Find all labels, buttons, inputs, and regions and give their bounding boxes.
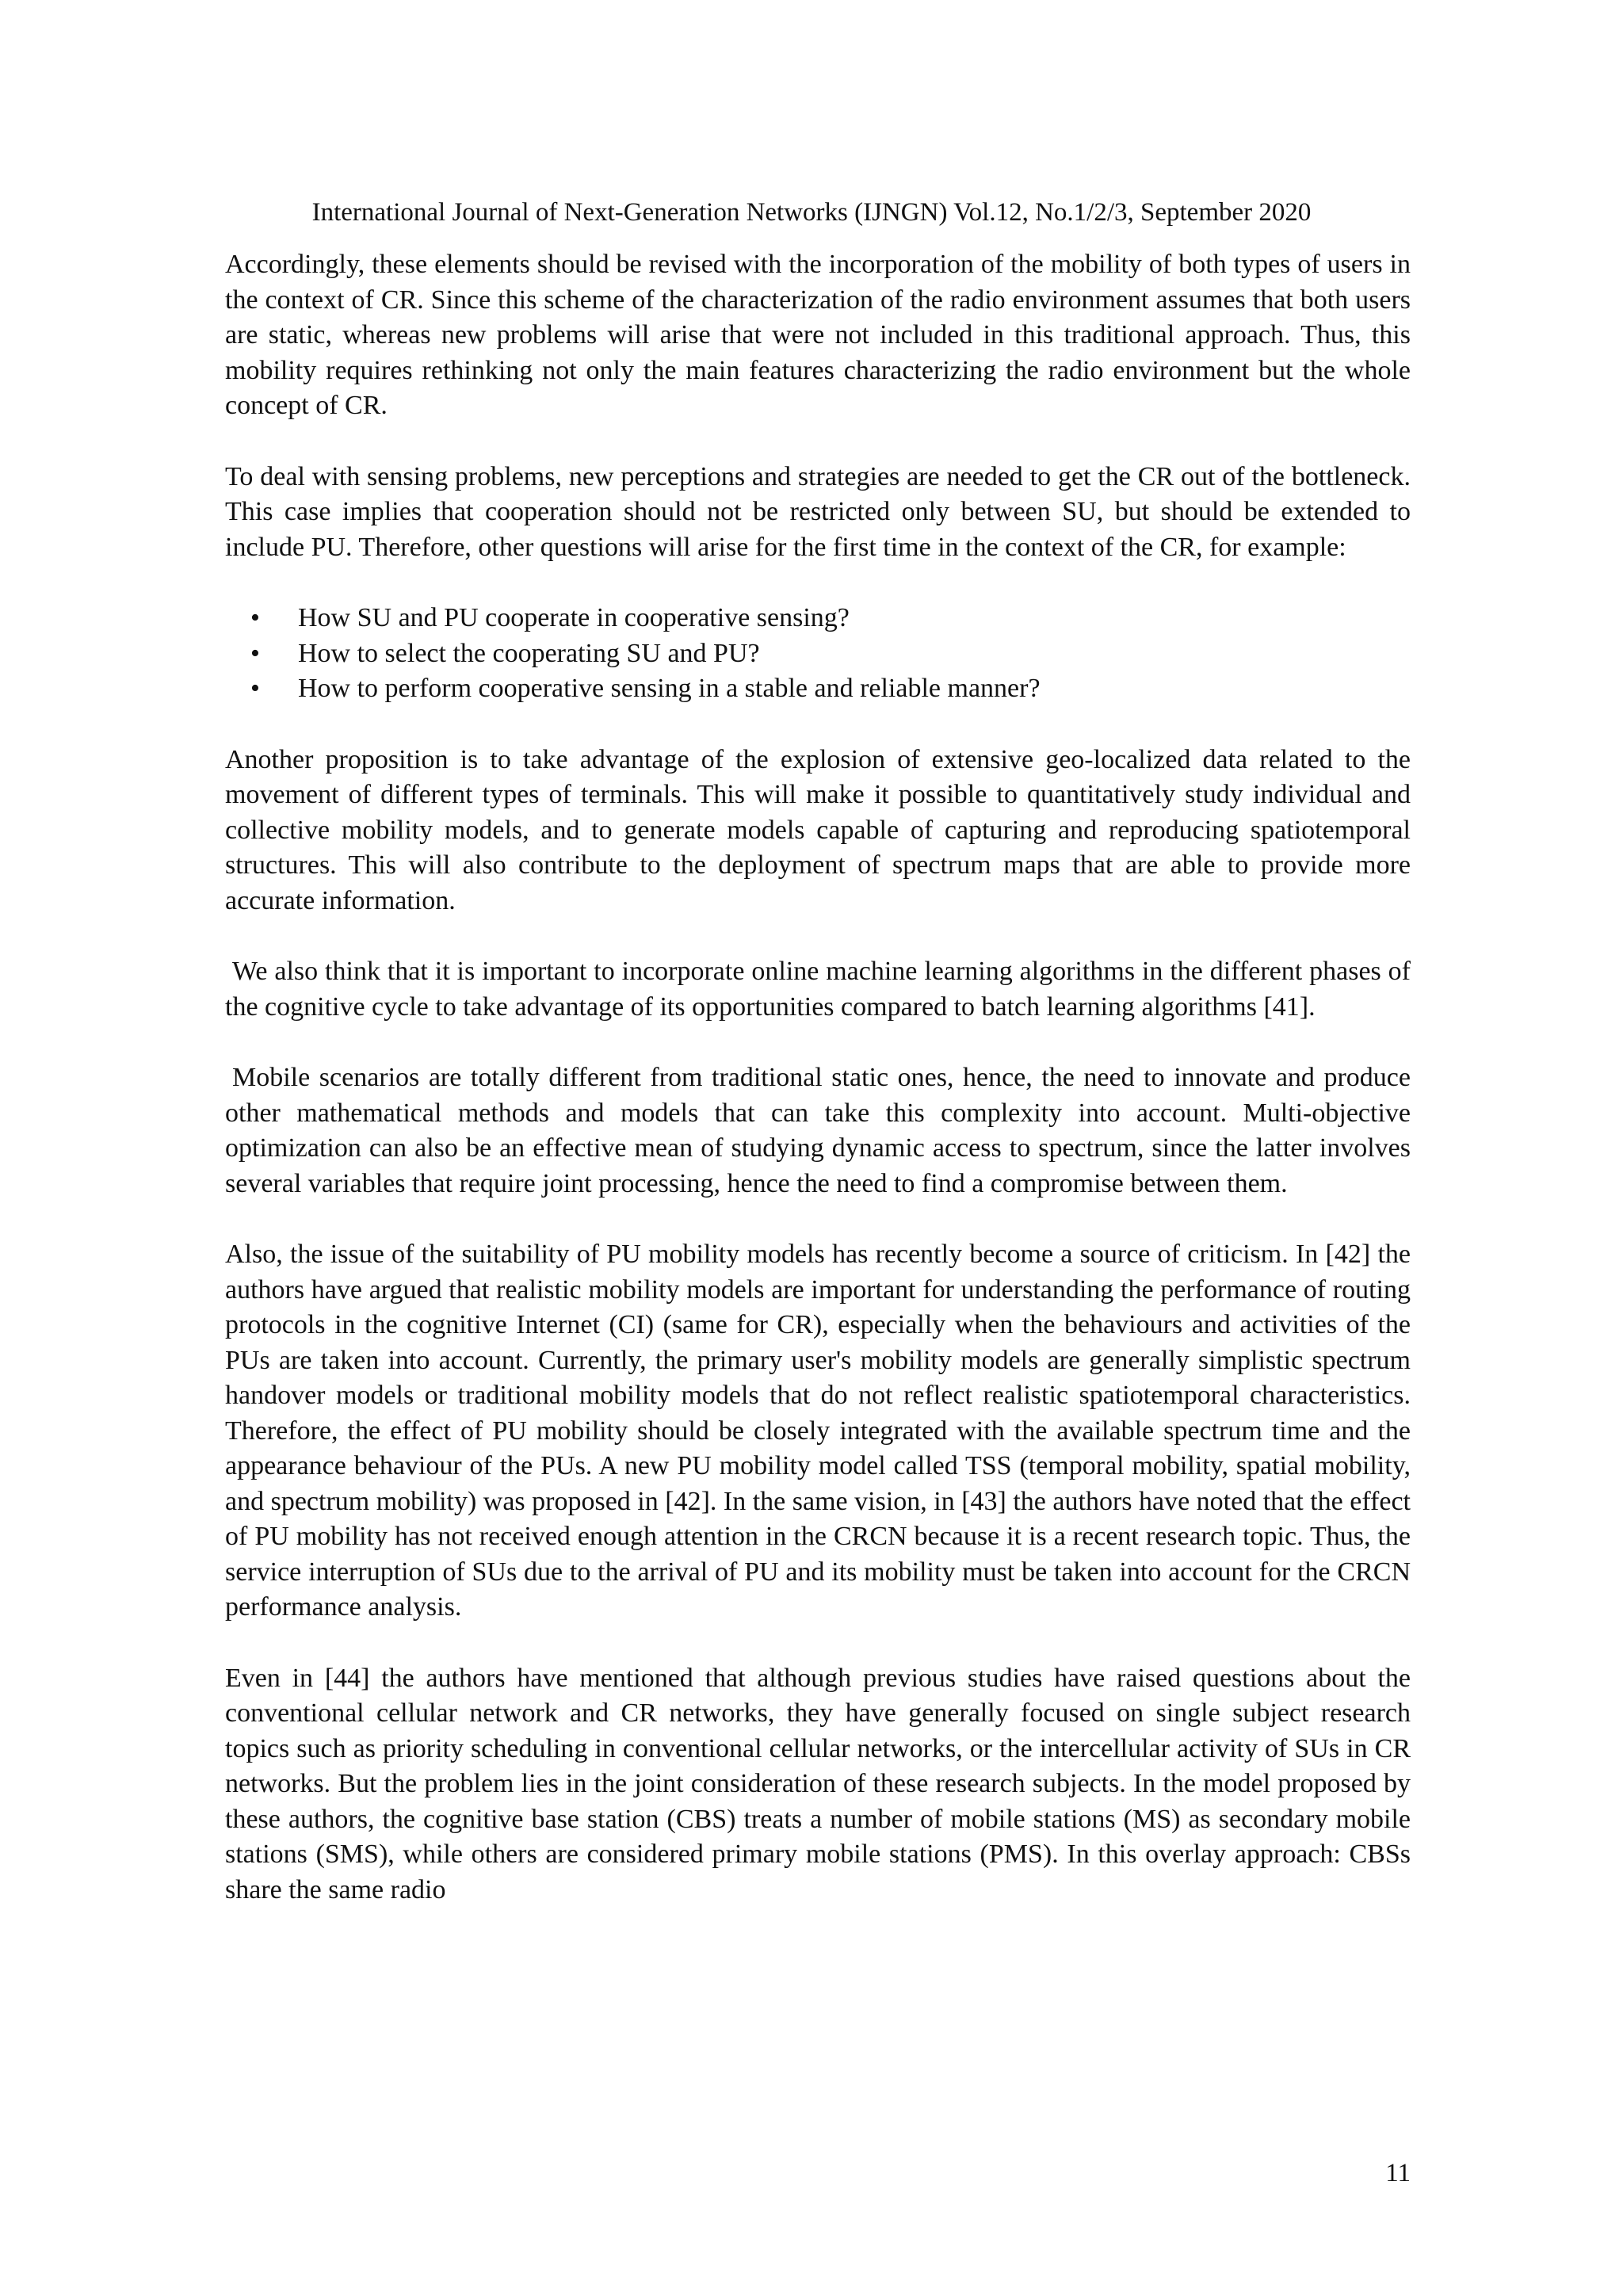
paragraph-7: Even in [44] the authors have mentioned that although previous studies have raised questions about the conventional cellular network and CR networks, they have generally focused on single subject research topics such as priority scheduling in conventional cellular networks, or the intercellular activity of SUs in CR networks. But the problem lies in the joint consideration of these research subjects. In the model proposed by these authors, the cognitive base station (CBS) treats a number of mobile stations (MS) as secondary mobile stations (SMS), while others are considered primary mobile stations (PMS). In this overlay approach: CBSs share the same radio xyxy=(225,1663,1411,1904)
paragraph-3: Another proposition is to take advantage of the explosion of extensive geo-localized data related to the movement of different types of terminals. This will make it possible to quantitatively study individual and collective mobility models, and to generate models capable of capturing and reproducing spatiotemporal structures. This will also contribute to the deployment of spectrum maps that are able to provide more accurate information. xyxy=(225,744,1411,915)
list-item xyxy=(225,636,1411,672)
running-header: International Journal of Next-Generation Networks (IJNGN) Vol.12, No.1/2/3, September 2020 xyxy=(311,198,1312,227)
bullet-icon: • xyxy=(250,638,260,668)
page-number: 11 xyxy=(1385,2159,1411,2187)
paragraph-6: Also, the issue of the suitability of PU mobility models has recently become a source of criticism. In [42] the authors have argued that realistic mobility models are important for understanding the performance of routing protocols in the cognitive Internet (CI) (same for CR), especially when the behaviours and activities of the PUs are taken into account. Currently, the primary user's mobility models are generally simplistic spectrum handover models or traditional mobility models that do not reflect realistic spatiotemporal characteristics. Therefore, the effect of PU mobility should be closely integrated with the available spectrum time and the appearance behaviour of the PUs. A new PU mobility model called TSS (temporal mobility, spatial mobility, and spectrum mobility) was proposed in [42]. In the same vision, in [43] the authors have noted that the effect of PU mobility has not received enough attention in the CRCN because it is a recent research topic. Thus, the service interruption of SUs due to the arrival of PU and its mobility must be taken into account for the CRCN performance analysis. xyxy=(225,1240,1411,1622)
list-item xyxy=(225,601,1411,636)
list-item-text: How to perform cooperative sensing in a stable and reliable manner? xyxy=(298,674,1041,703)
bullet-icon: • xyxy=(250,603,260,632)
list-item-text: How to select the cooperating SU and PU? xyxy=(298,638,760,668)
question-list xyxy=(225,601,1411,707)
paragraph-5: Mobile scenarios are totally different from traditional static ones, hence, the need to innovate and produce other mathematical methods and models that can take this complexity into account. Multi-objective optimization can also be an effective mean of studying dynamic access to spectrum, since the latter involves several variables that require joint processing, hence the need to find a compromise between them. xyxy=(225,1063,1411,1198)
list-item xyxy=(225,671,1411,707)
paragraph-1: Accordingly, these elements should be revised with the incorporation of the mobility of both types of users in the context of CR. Since this scheme of the characterization of the radio environment assumes that both users are static, whereas new problems will arise that were not included in this traditional approach. Thus, this mobility requires rethinking not only the main features characterizing the radio environment but the whole concept of CR. xyxy=(225,250,1411,420)
list-item-text: How SU and PU cooperate in cooperative sensing? xyxy=(298,603,850,632)
paragraph-4: We also think that it is important to incorporate online machine learning algorithms in the different phases of the cognitive cycle to take advantage of its opportunities compared to batch learning algorithms [41]. xyxy=(225,957,1411,1022)
paragraph-2: To deal with sensing problems, new perceptions and strategies are needed to get the CR out of the bottleneck. This case implies that cooperation should not be restricted only between SU, but should be extended to include PU. Therefore, other questions will arise for the first time in the context of the CR, for example: xyxy=(225,461,1411,562)
bullet-icon: • xyxy=(250,674,260,703)
body-text xyxy=(225,247,1411,1943)
